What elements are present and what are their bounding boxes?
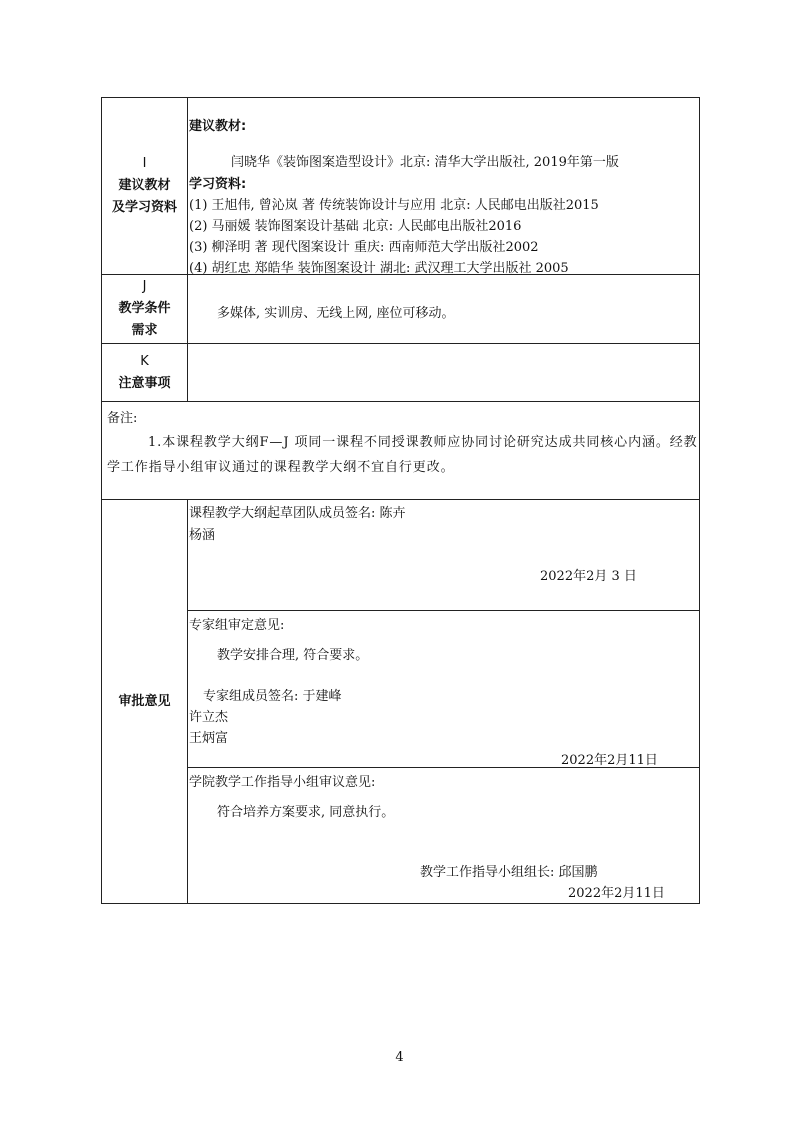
approval-expert-row [102, 611, 700, 768]
section-title: 教学条件 [118, 301, 171, 316]
drafting-cell [188, 500, 700, 611]
textbook-heading: 建议教材: [189, 119, 247, 134]
teaching-conditions-text: 多媒体, 实训房、无线上网, 座位可移动。 [217, 306, 455, 321]
section-i-label [102, 98, 188, 275]
college-leader-signature: 教学工作指导小组组长: 邱国鹏 [420, 865, 598, 880]
section-j-row [102, 275, 700, 344]
approval-college-row [102, 768, 700, 904]
section-title: 注意事项 [118, 375, 171, 391]
section-k-label [102, 344, 188, 402]
approval-label [102, 500, 188, 904]
remarks-line: 学工作指导小组审议通过的课程教学大纲不宜自行更改。 [107, 460, 455, 475]
section-title: 及学习资料 [111, 200, 177, 215]
section-j-label [102, 275, 188, 344]
expert-signature: 专家组成员签名: 于建峰 [203, 689, 342, 704]
remarks-cell [102, 402, 700, 500]
expert-date: 2022年2月11日 [561, 753, 658, 768]
section-j-content [188, 275, 700, 344]
expert-heading: 专家组审定意见: [189, 618, 285, 633]
textbook-entry: 闫晓华《装饰图案造型设计》北京: 清华大学出版社, 2019年第一版 [231, 155, 619, 170]
drafting-signature: 课程教学大纲起草团队成员签名: 陈卉 [189, 506, 406, 521]
section-letter: J [142, 279, 147, 294]
section-title: 建议教材 [118, 178, 171, 193]
section-letter: K [140, 353, 149, 369]
drafting-member: 杨涵 [189, 528, 216, 543]
college-heading: 学院教学工作指导小组审议意见: [189, 775, 376, 790]
material-item: (2) 马丽媛 装饰图案设计基础 北京: 人民邮电出版社2016 [189, 219, 522, 234]
expert-member: 王炳富 [189, 731, 229, 746]
material-item: (4) 胡红忠 郑皓华 装饰图案设计 湖北: 武汉理工大学出版社 2005 [189, 261, 569, 276]
materials-heading: 学习资料: [189, 177, 247, 192]
remarks-row [102, 402, 700, 500]
remarks-heading: 备注: [107, 411, 138, 426]
college-date: 2022年2月11日 [568, 886, 665, 901]
section-letter: I [142, 156, 147, 171]
syllabus-table [101, 97, 700, 904]
approval-drafting-row [102, 500, 700, 611]
material-item: (3) 柳泽明 著 现代图案设计 重庆: 西南师范大学出版社2002 [189, 240, 539, 255]
page-number: 4 [395, 1050, 404, 1065]
section-i-content [188, 98, 700, 275]
section-k-row [102, 344, 700, 402]
approval-title: 审批意见 [118, 693, 171, 709]
expert-member: 许立杰 [189, 710, 229, 725]
college-opinion: 符合培养方案要求, 同意执行。 [217, 805, 395, 820]
remarks-line: 1.本课程教学大纲F—J 项同一课程不同授课教师应协同讨论研究达成共同核心内涵。经教 [148, 435, 698, 450]
college-cell [188, 768, 700, 904]
drafting-date: 2022年2月 3 日 [540, 569, 637, 584]
material-item: (1) 王旭伟, 曾沁岚 著 传统装饰设计与应用 北京: 人民邮电出版社2015 [189, 198, 599, 213]
expert-cell [188, 611, 700, 768]
section-title: 需求 [131, 323, 158, 338]
section-i-row [102, 98, 700, 275]
expert-opinion: 教学安排合理, 符合要求。 [217, 648, 369, 663]
section-k-content [188, 344, 700, 402]
